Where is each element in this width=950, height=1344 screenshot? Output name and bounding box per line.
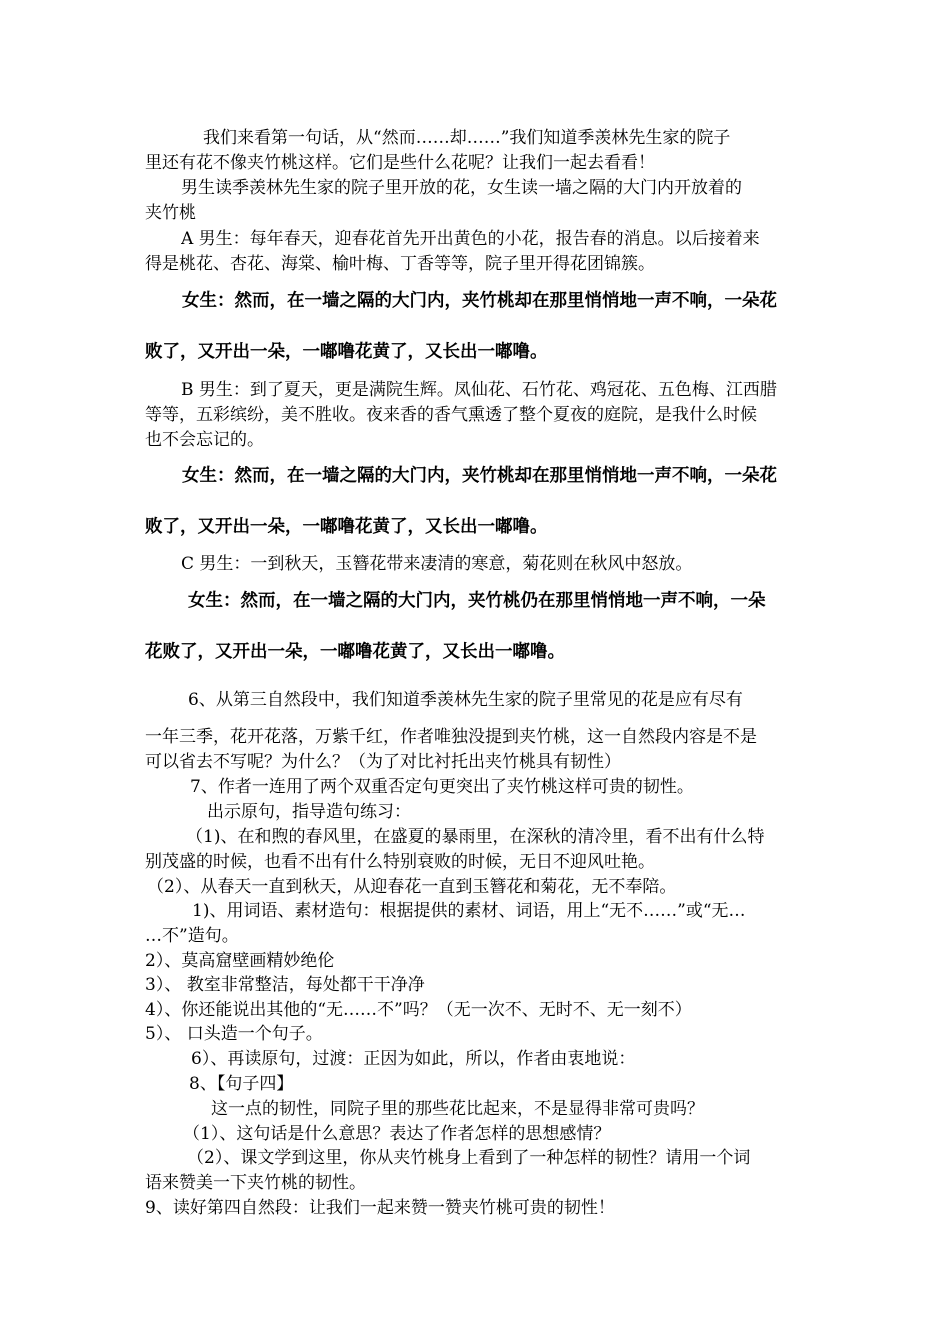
text-line: 5）、 口头造一个句子。 (145, 1024, 323, 1044)
text-line: 6、从第三自然段中，我们知道季羡林先生家的院子里常见的花是应有尽有 (188, 690, 743, 710)
text-line: 9、读好第四自然段：让我们一起来赞一赞夹竹桃可贵的韧性！ (145, 1198, 615, 1218)
text-line: 我们来看第一句话，从“然而……却……”我们知道季羡林先生家的院子 (203, 128, 731, 148)
text-line: 4）、你还能说出其他的“无……不”吗？（无一次不、无时不、无一刻不） (145, 1000, 692, 1020)
text-line: （1）、这句话是什么意思？表达了作者怎样的思想感情？ (183, 1124, 611, 1144)
text-line: 可以省去不写呢？为什么？（为了对比衬托出夹竹桃具有韧性） (145, 752, 621, 772)
text-line-bold: 败了，又开出一朵，一嘟噜花黄了，又长出一嘟噜。 (145, 342, 548, 362)
text-line: B 男生：到了夏天，更是满院生辉。凤仙花、石竹花、鸡冠花、五色梅、江西腊 (181, 380, 777, 400)
text-line: 这一点的韧性，同院子里的那些花比起来，不是显得非常可贵吗？ (211, 1099, 704, 1119)
text-line: C 男生：一到秋天，玉簪花带来凄清的寒意，菊花则在秋风中怒放。 (181, 554, 693, 574)
text-line: 8、【句子四】 (189, 1074, 294, 1094)
text-line: 出示原句，指导造句练习： (207, 802, 411, 822)
text-line-bold: 女生：然而，在一墙之隔的大门内，夹竹桃却在那里悄悄地一声不响，一朵花 (182, 291, 777, 311)
text-line: （2）、从春天一直到秋天，从迎春花一直到玉簪花和菊花，无不奉陪。 (147, 877, 677, 897)
text-line: A 男生：每年春天，迎春花首先开出黄色的小花，报告春的消息。以后接着来 (181, 229, 760, 249)
text-line: 7、作者一连用了两个双重否定句更突出了夹竹桃这样可贵的韧性。 (190, 777, 694, 797)
text-line: 语来赞美一下夹竹桃的韧性。 (145, 1173, 366, 1193)
text-line-bold: 女生：然而，在一墙之隔的大门内，夹竹桃仍在那里悄悄地一声不响，一朵 (188, 591, 766, 611)
text-line: 2）、莫高窟壁画精妙绝伦 (145, 951, 335, 971)
text-line: 别茂盛的时候，也看不出有什么特别衰败的时候，无日不迎风吐艳。 (145, 852, 655, 872)
text-line: （1)、在和煦的春风里，在盛夏的暴雨里，在深秋的清冷里，看不出有什么特 (186, 827, 765, 847)
text-line: …不”造句。 (145, 926, 239, 946)
text-line: 得是桃花、杏花、海棠、榆叶梅、丁香等等，院子里开得花团锦簇。 (145, 254, 655, 274)
text-line: 一年三季，花开花落，万紫千红，作者唯独没提到夹竹桃，这一自然段内容是不是 (145, 727, 757, 747)
text-line: 1)、用词语、素材造句：根据提供的素材、词语，用上“无不……”或“无… (192, 901, 746, 921)
text-line: 里还有花不像夹竹桃这样。它们是些什么花呢？让我们一起去看看！ (145, 153, 655, 173)
text-line-bold: 花败了，又开出一朵，一嘟噜花黄了，又长出一嘟噜。 (145, 642, 565, 662)
text-line: （2）、课文学到这里，你从夹竹桃身上看到了一种怎样的韧性？请用一个词 (187, 1148, 751, 1168)
text-line: 3）、 教室非常整洁，每处都干干净净 (145, 975, 425, 995)
text-line: 等等，五彩缤纷，美不胜收。夜来香的香气熏透了整个夏夜的庭院，是我什么时候 (145, 405, 757, 425)
text-line: 也不会忘记的。 (145, 430, 264, 450)
text-line-bold: 败了，又开出一朵，一嘟噜花黄了，又长出一嘟噜。 (145, 517, 548, 537)
text-line: 男生读季羡林先生家的院子里开放的花，女生读一墙之隔的大门内开放着的 (181, 178, 742, 198)
text-line: 6）、再读原句，过渡：正因为如此，所以，作者由衷地说： (191, 1049, 636, 1069)
text-line-bold: 女生：然而，在一墙之隔的大门内，夹竹桃却在那里悄悄地一声不响，一朵花 (182, 466, 777, 486)
text-line: 夹竹桃 (145, 203, 196, 223)
